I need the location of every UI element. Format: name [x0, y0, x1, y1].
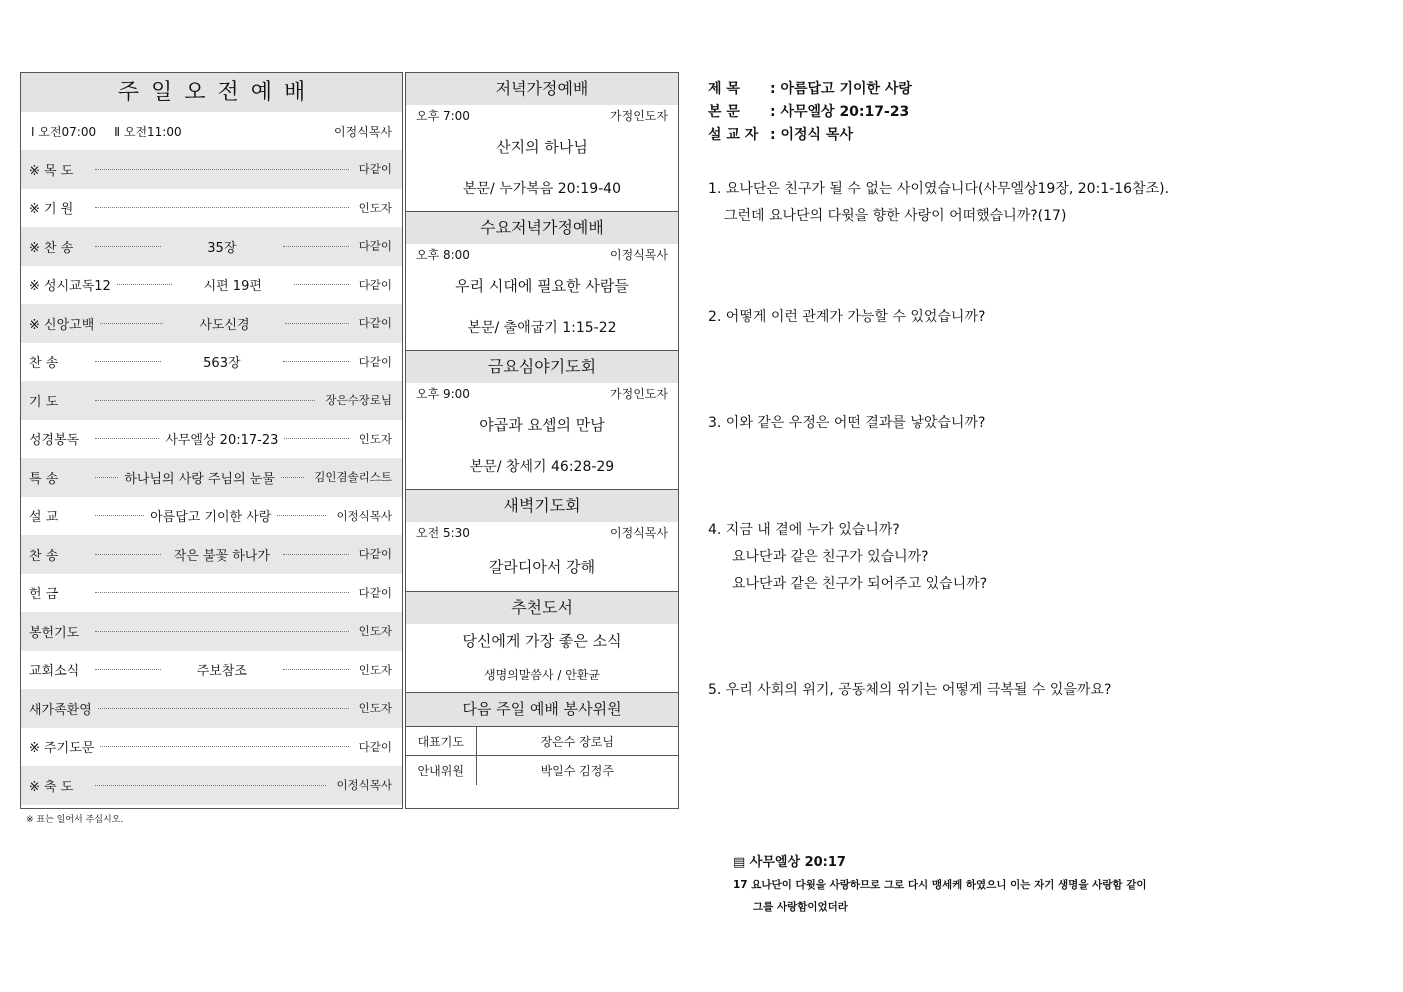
sermon-text-value: : 사무엘상 20:17-23: [770, 104, 910, 120]
leader-dots: [283, 361, 349, 362]
worship-times: [21, 112, 402, 150]
sermon-preacher-line: [708, 124, 1308, 147]
worship-item-detail: 작은 불꽃 하나가: [173, 548, 270, 564]
worship-item-label: 기 도: [29, 394, 59, 410]
worship-row: [21, 458, 402, 497]
wednesday-meta: [406, 244, 678, 266]
friday-time: 오후 9:00: [416, 387, 470, 401]
worship-item-label: 헌 금: [29, 587, 59, 603]
book-title: 당신에게 가장 좋은 소식: [462, 632, 622, 650]
leader-dots: [283, 554, 349, 555]
worship-item-leader: 다같이: [358, 316, 392, 331]
dawn-title: 갈라디아서 강해: [488, 558, 596, 576]
staff-header: 다음 주일 예배 봉사위원: [406, 693, 678, 726]
worship-row: [21, 343, 402, 382]
sermon-title-key: 제 목: [708, 81, 740, 97]
leader-dots: [95, 515, 144, 516]
worship-item-leader: 이정식목사: [336, 778, 392, 793]
worship-item-leader: 인도자: [358, 701, 392, 716]
worship-row: [21, 535, 402, 574]
question-line: 요나단과 같은 친구가 되어주고 있습니까?: [732, 576, 988, 592]
dawn-leader: 이정식목사: [610, 526, 668, 540]
leader-dots: [285, 323, 348, 324]
leader-dots: [277, 515, 326, 516]
wednesday-worship-box: [406, 212, 678, 351]
leader-dots: [281, 477, 304, 478]
leader-dots: [100, 323, 163, 324]
leader-dots: [95, 477, 118, 478]
worship-item-label: ※ 축 도: [29, 779, 74, 795]
book-author: 생명의말씀사 / 안환균: [483, 668, 600, 682]
wednesday-time: 오후 8:00: [416, 248, 470, 262]
friday-prayer-box: [406, 351, 678, 490]
leader-dots: [283, 246, 349, 247]
verse-line-2: 그를 사랑함이었더라: [753, 901, 848, 913]
friday-leader: 가정인도자: [610, 387, 668, 401]
worship-item-detail: 시편 19편: [203, 279, 262, 295]
staff-name: 박일수 김정주: [476, 756, 678, 785]
worship-item-label: 교회소식: [29, 664, 80, 680]
question-4: [708, 517, 1328, 598]
sermon-header: [708, 78, 1308, 147]
worship-row: [21, 150, 402, 189]
worship-item-detail: 35장: [207, 240, 237, 256]
evening-title: 산지의 하나님: [496, 138, 588, 156]
question-line: 1. 요나단은 친구가 될 수 없는 사이였습니다(사무엘상19장, 20:1-16참조).: [708, 181, 1170, 197]
worship-row: [21, 728, 402, 767]
wednesday-title: 우리 시대에 필요한 사람들: [455, 277, 629, 295]
friday-text: 본문/ 창세기 46:28-29: [469, 459, 615, 475]
leader-dots: [95, 361, 161, 362]
book-header: 추천도서: [406, 592, 678, 624]
leader-dots: [98, 708, 349, 709]
question-5: [708, 677, 1328, 704]
worship-row: [21, 612, 402, 651]
staff-box: [406, 693, 678, 785]
sermon-title-line: [708, 78, 1308, 101]
sermon-preacher-value: : 이정식 목사: [770, 127, 853, 143]
worship-item-leader: 이정식목사: [336, 508, 392, 523]
leader-dots: [95, 669, 161, 670]
leader-dots: [95, 207, 349, 208]
worship-item-leader: 인도자: [358, 624, 392, 639]
leader-dots: [100, 746, 348, 747]
evening-time: 오후 7:00: [416, 109, 470, 123]
friday-meta: [406, 383, 678, 405]
question-3: [708, 410, 1328, 437]
leader-dots: [95, 554, 161, 555]
worship-item-label: 성경봉독: [29, 433, 80, 449]
worship-item-label: ※ 주기도문: [29, 741, 95, 757]
worship-rows: [21, 150, 402, 805]
wednesday-header: 수요저녁가정예배: [406, 212, 678, 244]
leader-dots: [284, 438, 348, 439]
evening-leader: 가정인도자: [610, 109, 668, 123]
worship-row: [21, 304, 402, 343]
leader-dots: [95, 438, 159, 439]
wednesday-leader: 이정식목사: [610, 248, 668, 262]
worship-item-detail: 주보참조: [196, 664, 247, 680]
worship-order-box: [20, 72, 403, 809]
leader-dots: [283, 669, 349, 670]
worship-item-leader: 인도자: [358, 200, 392, 215]
sermon-text-line: [708, 101, 1308, 124]
worship-item-detail: 563장: [203, 356, 241, 372]
worship-item-label: 특 송: [29, 471, 59, 487]
worship-item-label: ※ 목 도: [29, 163, 74, 179]
worship-row: [21, 381, 402, 420]
worship-item-label: ※ 찬 송: [29, 240, 74, 256]
worship-row: [21, 497, 402, 536]
worship-item-label: 설 교: [29, 510, 59, 526]
sermon-text-key: 본 문: [708, 104, 740, 120]
question-line: 3. 이와 같은 우정은 어떤 결과를 낳았습니까?: [708, 415, 986, 431]
question-line: 요나단과 같은 친구가 있습니까?: [732, 549, 929, 565]
worship-item-detail: 아름답고 기이한 사랑: [150, 510, 272, 526]
worship-title: 주일오전예배: [21, 73, 402, 112]
evening-meta: [406, 105, 678, 127]
worship-item-leader: 다같이: [358, 239, 393, 254]
dawn-time: 오전 5:30: [416, 526, 470, 540]
worship-item-leader: 김인겸솔리스트: [314, 470, 392, 485]
question-line: 5. 우리 사회의 위기, 공동체의 위기는 어떻게 극복될 수 있을까요?: [708, 682, 1112, 698]
worship-item-leader: 인도자: [358, 662, 393, 677]
leader-dots: [95, 169, 349, 170]
worship-row: [21, 189, 402, 228]
friday-header: 금요심야기도회: [406, 351, 678, 383]
standing-note: ※ 표는 일어서 주십시오.: [26, 815, 124, 825]
evening-header: 저녁가정예배: [406, 73, 678, 105]
worship-row: [21, 766, 402, 805]
sermon-preacher-key: 설 교 자: [708, 127, 759, 143]
worship-pastor: 이정식목사: [334, 124, 392, 139]
staff-table: [406, 726, 678, 785]
question-1: [708, 176, 1328, 230]
worship-item-label: 찬 송: [29, 356, 59, 372]
worship-row: [21, 689, 402, 728]
worship-item-label: 봉헌기도: [29, 625, 80, 641]
worship-item-leader: 다같이: [358, 739, 392, 754]
service-2-time: Ⅱ 오전11:00: [114, 124, 182, 139]
scripture-verse: [733, 874, 1293, 918]
staff-row: [406, 727, 678, 756]
worship-item-label: ※ 신앙고백: [29, 317, 95, 333]
staff-role: 대표기도: [406, 727, 476, 756]
leader-dots: [95, 785, 326, 786]
worship-item-detail: 사도신경: [199, 317, 250, 333]
worship-item-detail: 하나님의 사랑 주님의 눈물: [124, 471, 275, 487]
staff-row: [406, 756, 678, 785]
worship-item-leader: 다같이: [358, 585, 392, 600]
book-box: [406, 592, 678, 693]
leader-dots: [117, 284, 172, 285]
leader-dots: [95, 246, 161, 247]
worship-row: [21, 420, 402, 459]
worship-item-label: ※ 성시교독12: [29, 279, 111, 295]
scripture-box: [733, 852, 1293, 918]
dawn-prayer-box: [406, 490, 678, 592]
service-1-time: Ⅰ 오전07:00: [31, 124, 97, 139]
question-2: [708, 304, 1328, 331]
verse-line-1: 17 요나단이 다윗을 사랑하므로 그로 다시 맹세케 하였으니 이는 자기 생명을 사랑함 같이: [733, 879, 1147, 891]
question-line: 그런데 요나단의 다윗을 향한 사랑이 어떠했습니까?(17): [724, 208, 1067, 224]
worship-row: [21, 227, 402, 266]
evening-text: 본문/ 누가복음 20:19-40: [463, 181, 621, 197]
worship-item-detail: 사무엘상 20:17-23: [165, 433, 279, 449]
worship-item-label: 새가족환영: [29, 702, 92, 718]
worship-row: [21, 651, 402, 690]
worship-row: [21, 266, 402, 305]
scripture-reference: ▤ 사무엘상 20:17: [733, 855, 846, 870]
leader-dots: [95, 400, 315, 401]
dawn-header: 새벽기도회: [406, 490, 678, 522]
worship-item-leader: 다같이: [358, 162, 392, 177]
worship-row: [21, 574, 402, 613]
friday-title: 야곱과 요셉의 만남: [479, 416, 605, 434]
sermon-title-value: : 아름답고 기이한 사랑: [770, 81, 912, 97]
staff-name: 장은수 장로님: [476, 727, 678, 756]
leader-dots: [95, 631, 349, 632]
worship-item-leader: 다같이: [358, 547, 393, 562]
worship-item-leader: 다같이: [358, 277, 393, 292]
evening-worship-box: [406, 73, 678, 212]
worship-item-label: 찬 송: [29, 548, 59, 564]
worship-item-leader: 인도자: [358, 431, 393, 446]
staff-role: 안내위원: [406, 756, 476, 785]
dawn-meta: [406, 522, 678, 544]
question-line: 4. 지금 내 곁에 누가 있습니까?: [708, 522, 900, 538]
question-line: 2. 어떻게 이런 관계가 가능할 수 있었습니까?: [708, 309, 986, 325]
wednesday-text: 본문/ 출애굽기 1:15-22: [467, 320, 617, 336]
schedule-column: [405, 72, 679, 809]
worship-item-leader: 장은수장로님: [325, 393, 392, 408]
worship-item-leader: 다같이: [358, 354, 393, 369]
leader-dots: [294, 284, 349, 285]
worship-item-label: ※ 기 원: [29, 202, 74, 218]
leader-dots: [95, 592, 349, 593]
